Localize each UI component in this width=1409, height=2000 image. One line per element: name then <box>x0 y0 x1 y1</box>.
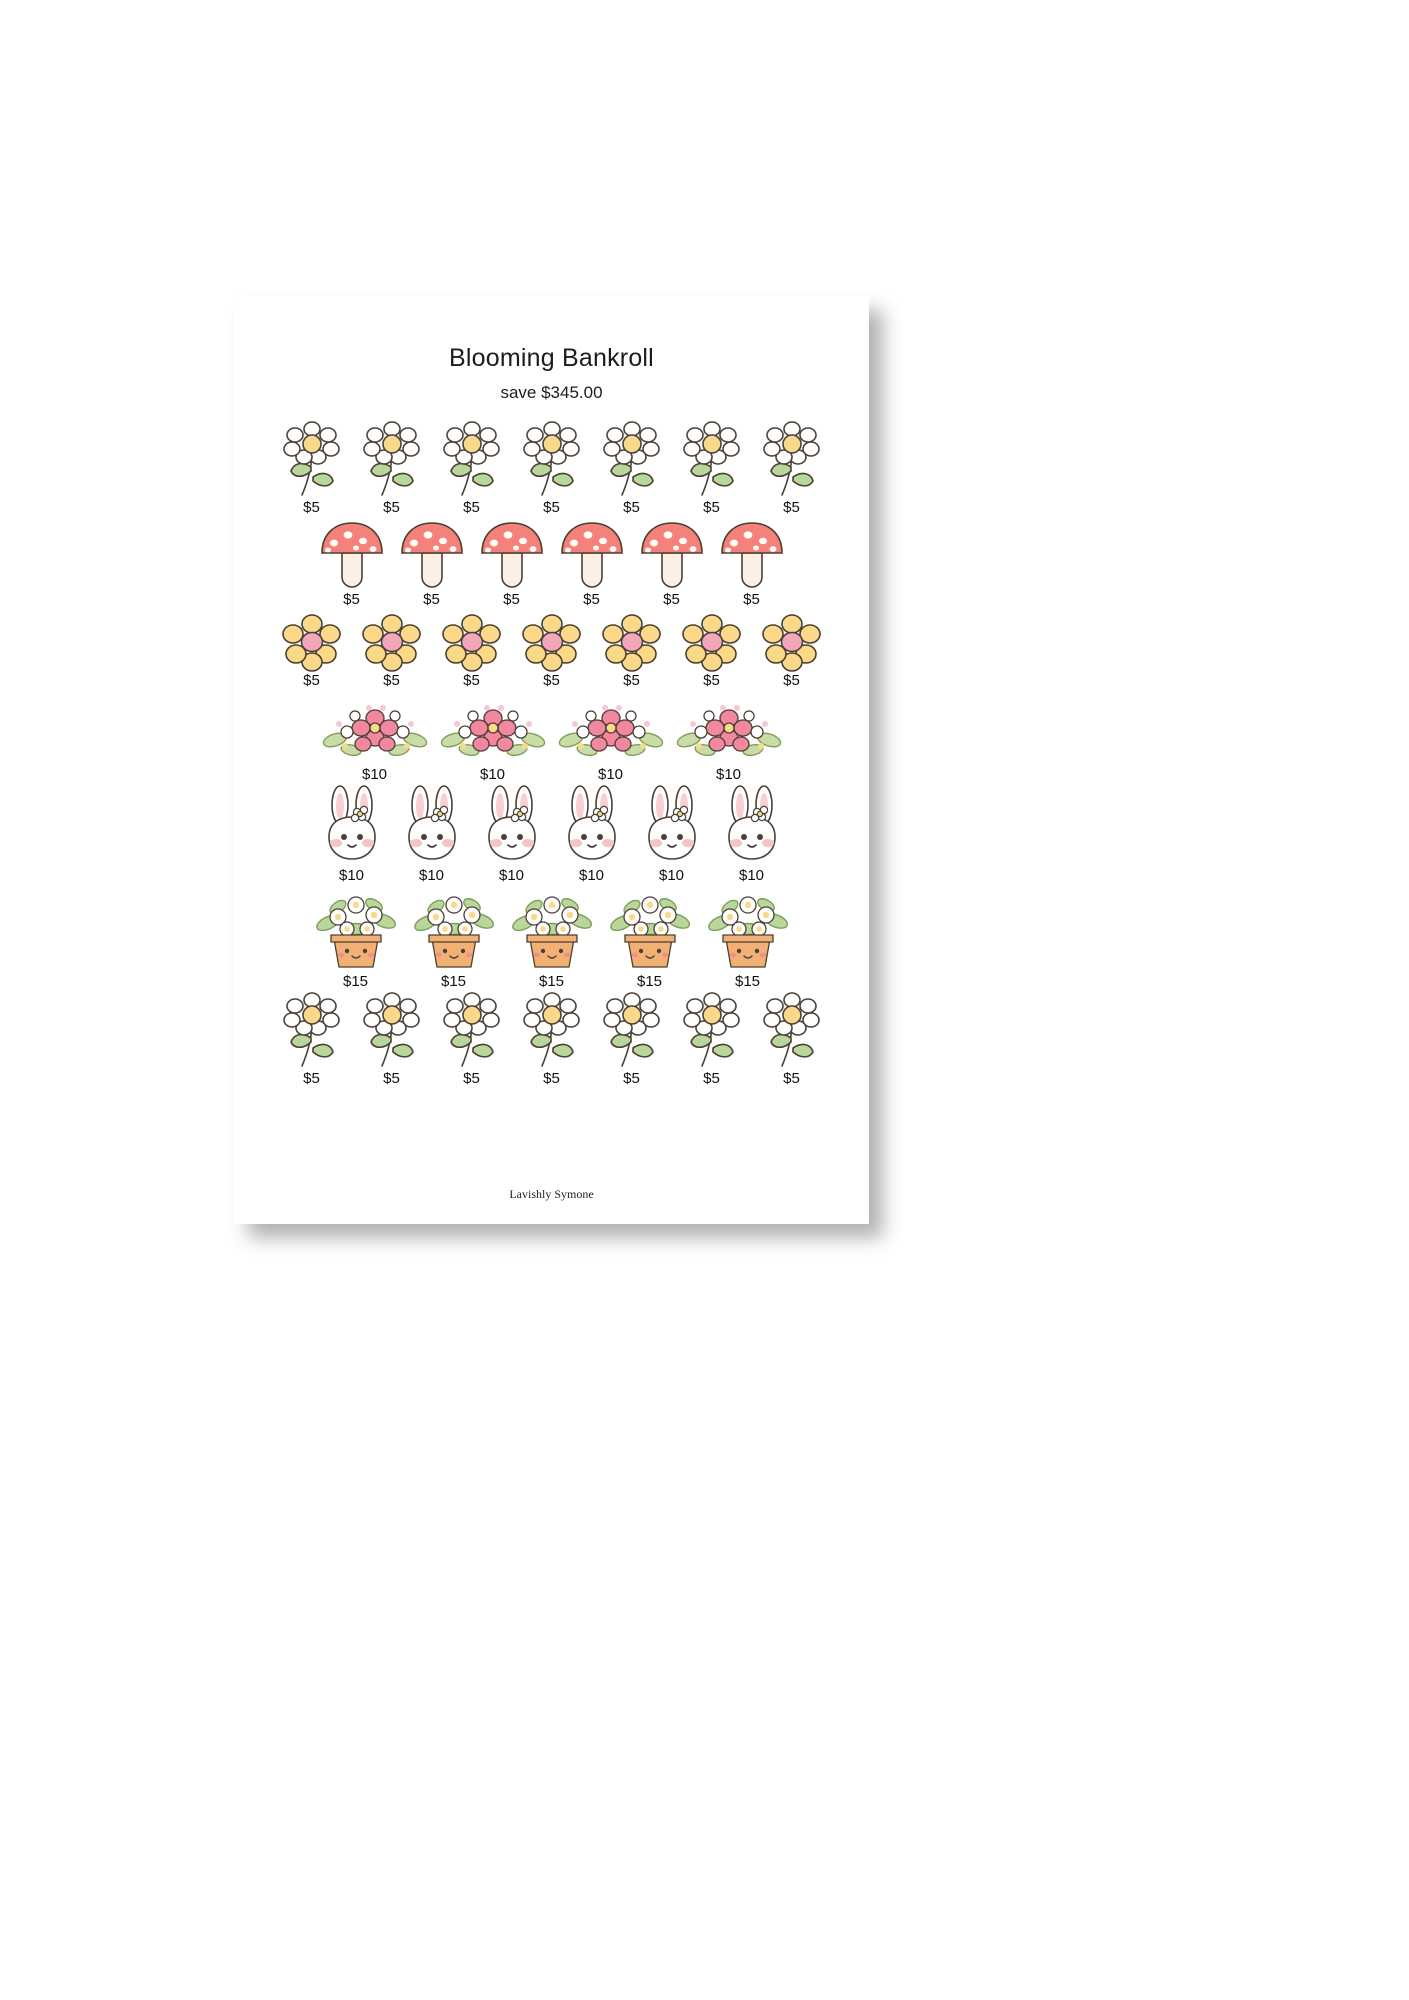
list-item[interactable] <box>315 519 389 609</box>
list-item[interactable] <box>319 692 431 784</box>
amount-label: $10 <box>597 765 624 783</box>
list-item[interactable] <box>595 421 669 517</box>
list-item[interactable] <box>635 785 709 885</box>
row-daisy-bottom <box>268 992 835 1088</box>
list-item[interactable] <box>275 421 349 517</box>
flower-bouquet-icon <box>321 692 429 766</box>
list-item[interactable] <box>675 992 749 1088</box>
flower-pot-icon <box>606 887 694 973</box>
challenge-rows <box>268 421 835 1177</box>
daisy-flower-icon <box>518 421 586 499</box>
bunny-icon <box>477 785 547 867</box>
flower-bouquet-icon <box>557 692 665 766</box>
flower-pot-icon <box>312 887 400 973</box>
daisy-flower-icon <box>758 421 826 499</box>
list-item[interactable] <box>555 785 629 885</box>
bunny-icon <box>557 785 627 867</box>
flower-pot-icon <box>508 887 596 973</box>
amount-label: $5 <box>663 590 680 608</box>
amount-label: $5 <box>543 1070 560 1087</box>
yellow-flower-icon <box>762 610 822 672</box>
yellow-flower-icon <box>282 610 342 672</box>
mushroom-icon <box>318 519 386 591</box>
list-item[interactable] <box>435 610 509 690</box>
mushroom-icon <box>398 519 466 591</box>
row-mushroom <box>268 519 835 609</box>
amount-label: $15 <box>538 972 565 990</box>
list-item[interactable] <box>755 421 829 517</box>
daisy-flower-icon <box>438 421 506 499</box>
mushroom-icon <box>558 519 626 591</box>
list-item[interactable] <box>355 992 429 1088</box>
flower-bouquet-icon <box>439 692 547 766</box>
list-item[interactable] <box>275 992 349 1088</box>
list-item[interactable] <box>595 610 669 690</box>
amount-label: $10 <box>715 765 742 783</box>
list-item[interactable] <box>437 692 549 784</box>
list-item[interactable] <box>435 421 509 517</box>
amount-label: $5 <box>783 499 800 516</box>
list-item[interactable] <box>475 519 549 609</box>
daisy-flower-icon <box>278 992 346 1070</box>
amount-label: $10 <box>361 765 388 783</box>
amount-label: $5 <box>383 499 400 516</box>
amount-label: $5 <box>463 499 480 516</box>
amount-label: $10 <box>338 867 365 884</box>
savings-challenge-sheet <box>234 296 869 1224</box>
list-item[interactable] <box>395 785 469 885</box>
bunny-icon <box>397 785 467 867</box>
list-item[interactable] <box>515 421 589 517</box>
amount-label: $10 <box>658 867 685 884</box>
row-daisy-top <box>268 421 835 517</box>
list-item[interactable] <box>555 692 667 784</box>
list-item[interactable] <box>675 610 749 690</box>
amount-label: $10 <box>498 867 525 884</box>
amount-label: $5 <box>303 1070 320 1087</box>
list-item[interactable] <box>595 992 669 1088</box>
list-item[interactable] <box>673 692 785 784</box>
daisy-flower-icon <box>598 992 666 1070</box>
yellow-flower-icon <box>442 610 502 672</box>
amount-label: $5 <box>423 590 440 608</box>
list-item[interactable] <box>315 785 389 885</box>
amount-label: $5 <box>343 590 360 608</box>
yellow-flower-icon <box>682 610 742 672</box>
list-item[interactable] <box>755 610 829 690</box>
yellow-flower-icon <box>602 610 662 672</box>
daisy-flower-icon <box>758 992 826 1070</box>
amount-label: $5 <box>543 499 560 516</box>
bunny-icon <box>317 785 387 867</box>
amount-label: $5 <box>703 499 720 516</box>
list-item[interactable] <box>715 519 789 609</box>
yellow-flower-icon <box>522 610 582 672</box>
amount-label: $5 <box>303 672 320 689</box>
row-bunny <box>268 785 835 885</box>
amount-label: $5 <box>543 672 560 689</box>
daisy-flower-icon <box>358 992 426 1070</box>
daisy-flower-icon <box>278 421 346 499</box>
list-item[interactable] <box>515 610 589 690</box>
amount-label: $5 <box>303 499 320 516</box>
amount-label: $5 <box>623 672 640 689</box>
daisy-flower-icon <box>678 992 746 1070</box>
list-item[interactable] <box>408 887 500 991</box>
amount-label: $5 <box>783 672 800 689</box>
amount-label: $5 <box>463 1070 480 1087</box>
list-item[interactable] <box>475 785 549 885</box>
list-item[interactable] <box>395 519 469 609</box>
list-item[interactable] <box>702 887 794 991</box>
daisy-flower-icon <box>678 421 746 499</box>
list-item[interactable] <box>715 785 789 885</box>
page-subtitle: save $345.00 <box>500 383 603 402</box>
amount-label: $5 <box>743 590 760 608</box>
amount-label: $5 <box>783 1070 800 1087</box>
daisy-flower-icon <box>518 992 586 1070</box>
daisy-flower-icon <box>438 992 506 1070</box>
list-item[interactable] <box>675 421 749 517</box>
amount-label: $15 <box>636 972 663 990</box>
amount-label: $5 <box>463 672 480 689</box>
amount-label: $10 <box>738 867 765 884</box>
amount-label: $5 <box>383 672 400 689</box>
amount-label: $5 <box>583 590 600 608</box>
yellow-flower-icon <box>362 610 422 672</box>
mushroom-icon <box>478 519 546 591</box>
page-title: Blooming Bankroll <box>449 344 654 372</box>
list-item[interactable] <box>355 610 429 690</box>
list-item[interactable] <box>604 887 696 991</box>
amount-label: $10 <box>479 765 506 783</box>
list-item[interactable] <box>435 992 509 1088</box>
amount-label: $5 <box>703 1070 720 1087</box>
list-item[interactable] <box>555 519 629 609</box>
amount-label: $5 <box>623 499 640 516</box>
amount-label: $15 <box>342 972 369 990</box>
amount-label: $15 <box>440 972 467 990</box>
flower-bouquet-icon <box>675 692 783 766</box>
amount-label: $5 <box>703 672 720 689</box>
amount-label: $10 <box>418 867 445 884</box>
row-flower-pot <box>268 887 835 991</box>
mushroom-icon <box>718 519 786 591</box>
amount-label: $10 <box>578 867 605 884</box>
daisy-flower-icon <box>358 421 426 499</box>
flower-pot-icon <box>704 887 792 973</box>
list-item[interactable] <box>755 992 829 1088</box>
amount-label: $5 <box>383 1070 400 1087</box>
amount-label: $5 <box>503 590 520 608</box>
amount-label: $15 <box>734 972 761 990</box>
amount-label: $5 <box>623 1070 640 1087</box>
bunny-icon <box>637 785 707 867</box>
mushroom-icon <box>638 519 706 591</box>
brand-footer: Lavishly Symone <box>509 1187 594 1201</box>
list-item[interactable] <box>275 610 349 690</box>
row-yellow-flower <box>268 610 835 690</box>
daisy-flower-icon <box>598 421 666 499</box>
bunny-icon <box>717 785 787 867</box>
list-item[interactable] <box>355 421 429 517</box>
list-item[interactable] <box>635 519 709 609</box>
row-bouquet <box>268 692 835 784</box>
list-item[interactable] <box>310 887 402 991</box>
list-item[interactable] <box>506 887 598 991</box>
list-item[interactable] <box>515 992 589 1088</box>
flower-pot-icon <box>410 887 498 973</box>
